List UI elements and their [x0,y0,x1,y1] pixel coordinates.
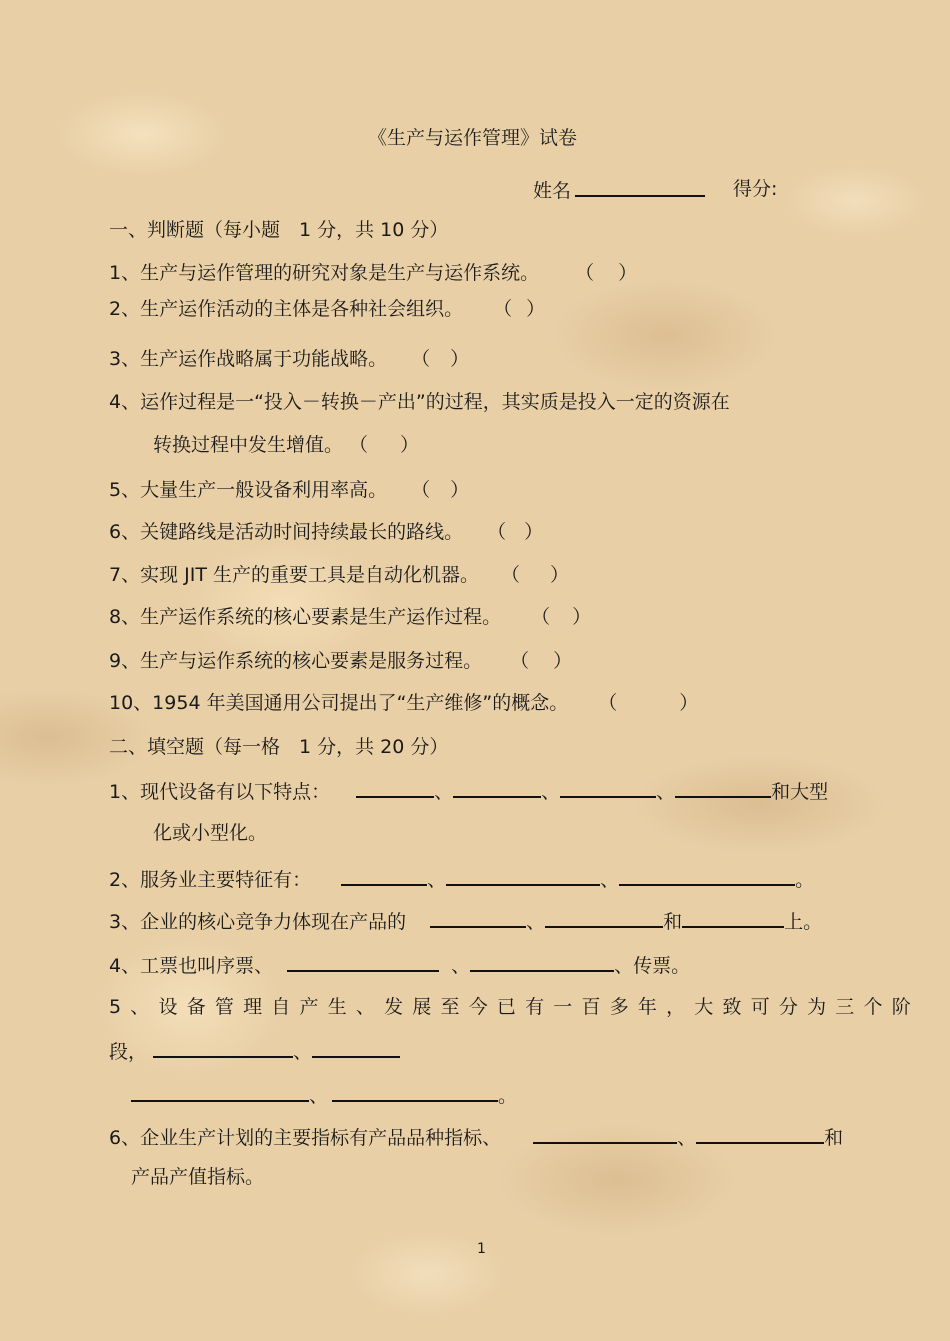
fill-q5-blank-1[interactable] [153,1038,293,1058]
judge-item-2 [109,297,545,321]
fill-q1-cont: 化或小型化。 [153,822,268,844]
fill-q3-mid: 和 [663,911,683,933]
fill-q2-blank-3[interactable] [619,866,795,886]
judge-answer-8[interactable]: （ ） [531,606,592,628]
fill-q1-sep: 、 [434,781,454,803]
judge-item-9 [109,649,572,673]
judge-item-5-text: 5、大量生产一般设备利用率高。 [109,479,388,501]
judge-item-1 [109,261,637,285]
fill-q2-text: 2、服务业主要特征有： [109,869,312,891]
judge-item-3-text: 3、生产运作战略属于功能战略。 [109,348,388,370]
fill-q5-cont [109,1038,400,1064]
fill-q4-end: 、传票。 [614,955,691,977]
fill-q6-cont: 产品产值指标。 [131,1166,265,1188]
fill-q5-sep: 、 [293,1041,313,1063]
fill-q1-blank-3[interactable] [560,778,656,798]
judge-answer-3[interactable]: （ ） [411,348,470,370]
section2-heading: 二、填空题（每一格 1 分，共 20 分） [109,736,449,758]
judge-item-7-text: 7、实现 JIT 生产的重要工具是自动化机器。 [109,564,479,586]
judge-item-10-text: 10、1954 年美国通用公司提出了“生产维修”的概念。 [109,692,569,714]
fill-q5-end: 。 [498,1085,518,1107]
fill-q3-end: 上。 [784,911,823,933]
fill-q6-tail: 和 [824,1127,844,1149]
judge-answer-1[interactable]: （ ） [575,262,638,284]
judge-item-1-text: 1、生产与运作管理的研究对象是生产与运作系统。 [109,262,540,284]
fill-q1-sep: 、 [541,781,561,803]
fill-q2-sep: 、 [600,869,620,891]
fill-q4-sep: 、 [451,955,471,977]
judge-answer-9[interactable]: （ ） [510,650,573,672]
fill-q1-blank-4[interactable] [675,778,771,798]
fill-q3-blank-1[interactable] [430,908,526,928]
judge-item-10 [109,691,698,715]
judge-answer-2[interactable]: （ ） [493,298,546,320]
judge-answer-10[interactable]: （ ） [598,692,699,714]
fill-q6 [109,1124,843,1150]
judge-item-6-text: 6、关键路线是活动时间持续最长的路线。 [109,521,464,543]
fill-q5-line2: 段， [109,1041,148,1063]
fill-q1-sep: 、 [656,781,676,803]
judge-answer-7[interactable]: （ ） [500,564,570,586]
name-blank[interactable] [575,177,705,197]
fill-q4 [109,952,690,978]
fill-q4-text: 4、工票也叫序票、 [109,955,274,977]
judge-item-7 [109,563,569,587]
judge-item-8-text: 8、生产运作系统的核心要素是生产运作过程。 [109,606,502,628]
fill-q2-sep: 、 [427,869,447,891]
fill-q1-blank-2[interactable] [453,778,541,798]
fill-q1-tail: 和大型 [771,781,829,803]
judge-item-9-text: 9、生产与运作系统的核心要素是服务过程。 [109,650,483,672]
fill-q6-blank-2[interactable] [696,1124,824,1144]
fill-q5-blank-3[interactable] [131,1082,309,1102]
fill-q6-text: 6、企业生产计划的主要指标有产品品种指标、 [109,1127,502,1149]
section1-heading: 一、判断题（每小题 1 分，共 10 分） [109,219,449,241]
fill-q3-blank-2[interactable] [545,908,663,928]
name-label-text: 姓名 [533,180,572,202]
judge-item-8 [109,605,591,629]
fill-q3-blank-3[interactable] [682,908,784,928]
judge-item-2-text: 2、生产运作活动的主体是各种社会组织。 [109,298,464,320]
fill-q3 [109,908,822,934]
fill-q2 [109,866,814,892]
fill-q4-blank-1[interactable] [287,952,439,972]
fill-q3-text: 3、企业的核心竞争力体现在产品的 [109,911,407,933]
judge-item-5 [109,478,469,502]
fill-q2-end: 。 [795,869,815,891]
fill-q6-blank-1[interactable] [533,1124,677,1144]
fill-q1-text: 1、现代设备有以下特点： [109,781,331,803]
name-label [533,177,705,203]
fill-q1-blank-1[interactable] [356,778,434,798]
fill-q5: 5、设备管理自产生、发展至今已有一百多年，大致可分为三个阶 [109,996,920,1018]
fill-q1 [109,778,828,804]
judge-answer-5[interactable]: （ ） [411,479,470,501]
fill-q3-sep: 、 [526,911,546,933]
judge-answer-6[interactable]: （ ） [487,521,544,543]
fill-q5-sep: 、 [309,1085,329,1107]
fill-q5-cont2 [131,1082,517,1108]
judge-answer-4[interactable]: （ ） [349,434,420,456]
judge-item-3 [109,347,469,371]
document-title: 《生产与运作管理》试卷 [368,127,578,149]
fill-q2-blank-2[interactable] [446,866,600,886]
fill-q4-blank-2[interactable] [470,952,614,972]
judge-item-4: 4、运作过程是一“投入－转换－产出”的过程，其实质是投入一定的资源在 [109,391,730,413]
fill-q2-blank-1[interactable] [341,866,427,886]
judge-item-4-cont-text: 转换过程中发生增值。 [153,434,344,456]
judge-item-6 [109,520,543,544]
score-label: 得分: [733,178,778,200]
judge-item-4-cont [153,433,419,457]
fill-q5-blank-4[interactable] [332,1082,498,1102]
fill-q5-blank-2[interactable] [312,1038,400,1058]
page-number: 1 [477,1241,486,1257]
fill-q6-sep: 、 [677,1127,697,1149]
